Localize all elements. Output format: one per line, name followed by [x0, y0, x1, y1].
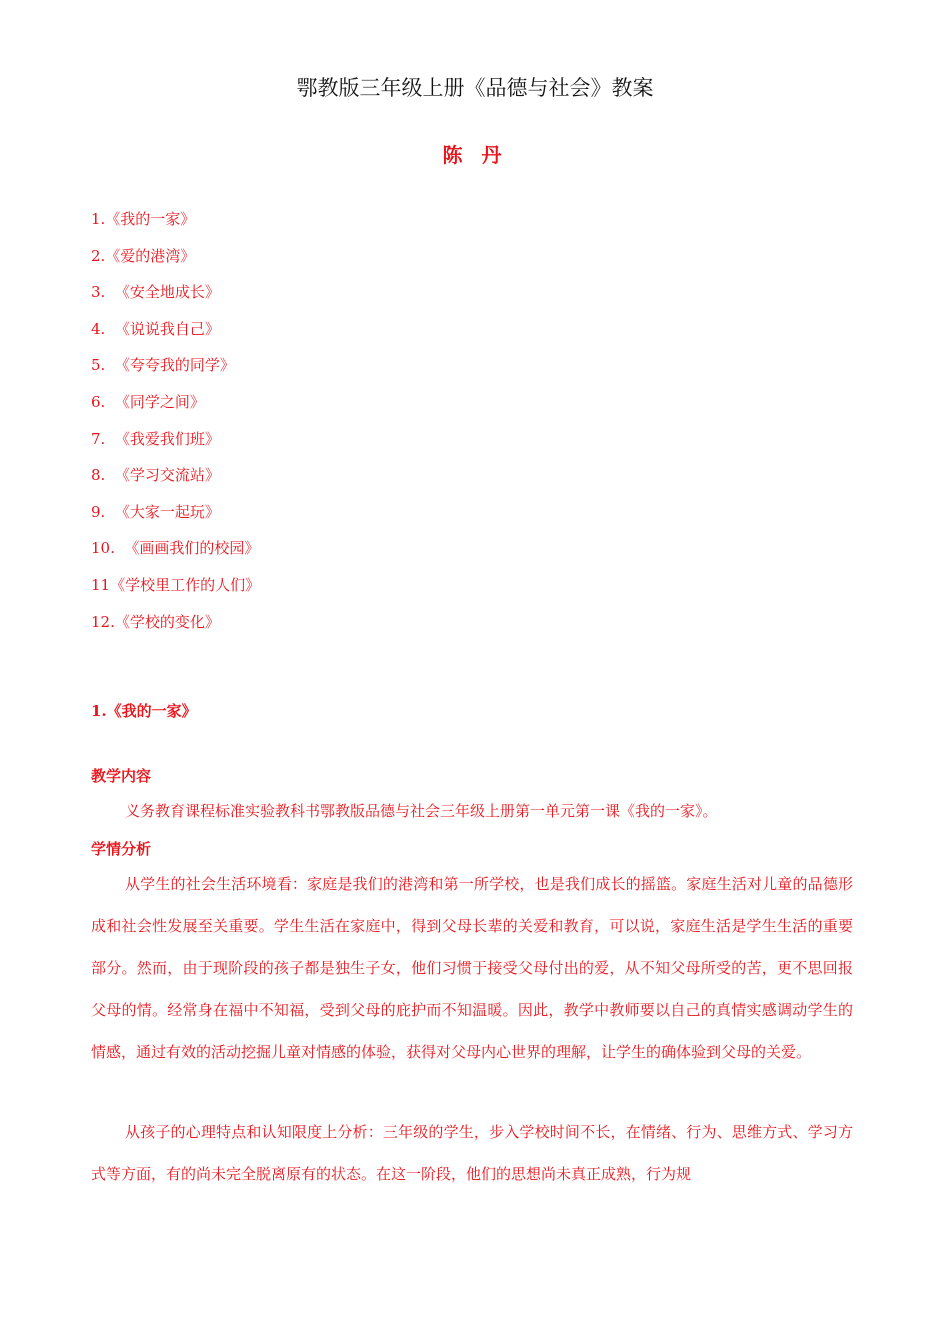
toc-item: 5. 《夸夸我的同学》	[91, 356, 235, 375]
toc-item: 12.《学校的变化》	[91, 612, 220, 631]
toc-item: 8. 《学习交流站》	[91, 466, 220, 485]
analysis-paragraph-2: 从孩子的心理特点和认知限度上分析：三年级的学生，步入学校时间不长，在情绪、行为、思维方式、学习方式等方面，有的尚未完全脱离原有的状态。在这一阶段，他们的思想尚未真正成熟，行为规	[91, 1123, 853, 1183]
toc-item: 10. 《画画我们的校园》	[91, 539, 260, 558]
page-title: 鄂教版三年级上册《品德与社会》教案	[296, 76, 654, 100]
analysis-paragraph-1: 从学生的社会生活环境看：家庭是我们的港湾和第一所学校，也是我们成长的摇篮。家庭生活对儿童的品德形成和社会性发展至关重要。学生生活在家庭中，得到父母长辈的关爱和教育，可以说，家庭生活是学生生活的重要部分。然而，由于现阶段的孩子都是独生子女，他们习惯于接受父母付出的爱，从不知父母所受的苦，更不思回报父母的情。经常身在福中不知福，受到父母的庇护而不知温暖。因此，教学中教师要以自己的真情实感调动学生的情感，通过有效的活动挖掘儿童对情感的体验，获得对父母内心世界的理解，让学生的确体验到父母的关爱。	[91, 875, 853, 1061]
toc-item: 11《学校里工作的人们》	[91, 575, 261, 594]
toc-item: 4. 《说说我自己》	[91, 319, 220, 338]
section-heading-content: 教学内容	[91, 767, 152, 785]
toc-item: 6. 《同学之间》	[91, 392, 205, 411]
toc-item: 3. 《安全地成长》	[91, 283, 220, 302]
toc-item: 7. 《我爱我们班》	[91, 429, 220, 448]
toc-item: 1.《我的一家》	[91, 210, 196, 228]
content-paragraph: 义务教育课程标准实验教科书鄂教版品德与社会三年级上册第一单元第一课《我的一家》。	[125, 802, 718, 820]
table-of-contents	[91, 208, 260, 647]
section-heading-analysis: 学情分析	[91, 840, 152, 858]
toc-item: 2.《爱的港湾》	[91, 246, 196, 265]
lesson-heading: 1.《我的一家》	[91, 702, 197, 720]
author-name: 陈 丹	[442, 143, 508, 167]
toc-item: 9. 《大家一起玩》	[91, 502, 220, 521]
